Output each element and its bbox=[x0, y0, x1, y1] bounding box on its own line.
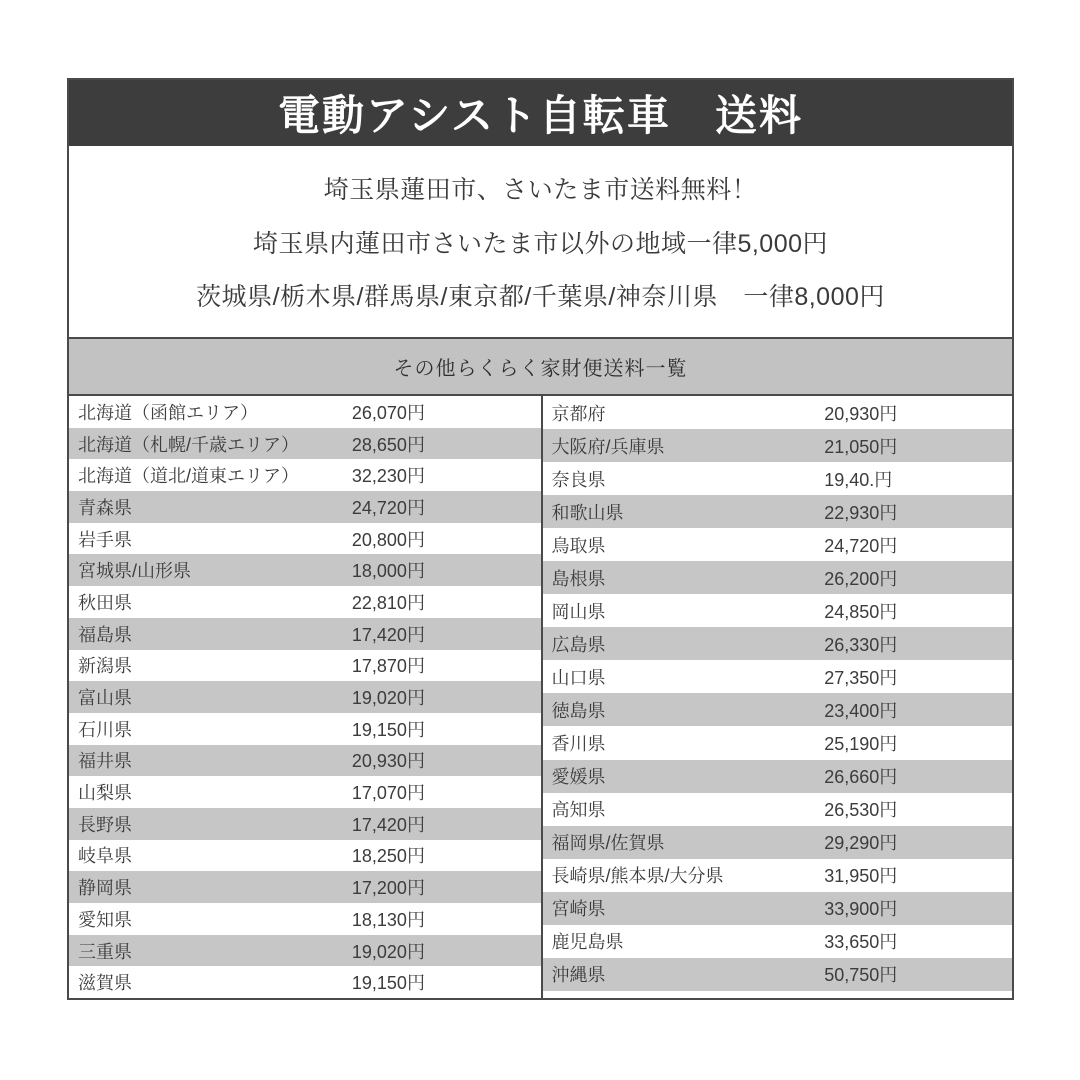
section-header-label: その他らくらく家財便送料一覧 bbox=[393, 358, 688, 380]
region-price: 25,190円 bbox=[824, 733, 898, 754]
region-price: 19,40.円 bbox=[824, 469, 893, 490]
region-price: 24,850円 bbox=[824, 601, 898, 622]
region-name: 広島県 bbox=[551, 634, 606, 655]
table-row bbox=[69, 713, 541, 745]
table-row bbox=[69, 554, 541, 586]
region-price: 20,930円 bbox=[824, 403, 898, 424]
table-row bbox=[543, 462, 1013, 495]
table-row bbox=[69, 586, 541, 618]
region-name: 新潟県 bbox=[78, 656, 132, 677]
table-row bbox=[69, 681, 541, 713]
region-name: 鳥取県 bbox=[551, 535, 606, 556]
table-row bbox=[69, 745, 541, 777]
region-price: 18,250円 bbox=[351, 846, 425, 867]
section-header bbox=[69, 337, 1012, 396]
region-price: 33,650円 bbox=[824, 932, 898, 953]
region-price: 22,930円 bbox=[824, 502, 898, 523]
region-price: 21,050円 bbox=[824, 436, 898, 457]
region-price: 31,950円 bbox=[824, 866, 898, 887]
region-price: 17,420円 bbox=[351, 814, 425, 835]
table-row bbox=[543, 561, 1013, 594]
region-price: 29,290円 bbox=[824, 833, 898, 854]
table-row bbox=[543, 726, 1013, 759]
table-row bbox=[543, 396, 1013, 429]
table-row bbox=[69, 618, 541, 650]
region-name: 香川県 bbox=[551, 733, 606, 754]
table-row bbox=[543, 660, 1013, 693]
region-name: 福島県 bbox=[78, 624, 132, 645]
region-name: 高知県 bbox=[551, 800, 606, 821]
region-name: 奈良県 bbox=[551, 469, 606, 490]
table-row bbox=[543, 693, 1013, 726]
region-name: 山口県 bbox=[551, 667, 606, 688]
region-price: 18,130円 bbox=[351, 909, 425, 930]
region-price: 28,650円 bbox=[351, 434, 425, 455]
region-name: 三重県 bbox=[78, 941, 132, 962]
table-row bbox=[69, 491, 541, 523]
page-title-bar bbox=[69, 80, 1012, 146]
region-name: 福井県 bbox=[78, 751, 132, 772]
table-row bbox=[543, 429, 1013, 462]
table-row bbox=[69, 871, 541, 903]
fee-table-right-column bbox=[541, 396, 1013, 998]
region-price: 27,350円 bbox=[824, 667, 898, 688]
region-price: 17,070円 bbox=[351, 783, 425, 804]
region-name: 長野県 bbox=[78, 814, 132, 835]
region-name: 岩手県 bbox=[78, 529, 132, 550]
region-price: 19,150円 bbox=[351, 973, 425, 994]
region-name: 沖縄県 bbox=[551, 965, 606, 986]
region-name: 滋賀県 bbox=[78, 973, 132, 994]
region-name: 鹿児島県 bbox=[551, 932, 624, 953]
table-row bbox=[543, 594, 1013, 627]
region-name: 富山県 bbox=[78, 688, 132, 709]
notice-section bbox=[69, 146, 1012, 337]
region-price: 19,020円 bbox=[351, 688, 425, 709]
region-name: 和歌山県 bbox=[551, 502, 624, 523]
region-name: 福岡県/佐賀県 bbox=[551, 833, 665, 854]
region-price: 20,930円 bbox=[351, 751, 425, 772]
region-price: 23,400円 bbox=[824, 700, 898, 721]
fee-table-left-column bbox=[69, 396, 541, 998]
region-name: 愛知県 bbox=[78, 909, 132, 930]
region-price: 26,660円 bbox=[824, 767, 898, 788]
table-row bbox=[69, 966, 541, 998]
region-price: 26,200円 bbox=[824, 568, 898, 589]
region-name: 愛媛県 bbox=[551, 767, 606, 788]
region-name: 宮崎県 bbox=[551, 899, 606, 920]
region-price: 17,420円 bbox=[351, 624, 425, 645]
table-row bbox=[543, 859, 1013, 892]
region-name: 岐阜県 bbox=[78, 846, 132, 867]
region-price: 32,230円 bbox=[351, 466, 425, 487]
region-name: 北海道（札幌/千歳エリア） bbox=[78, 434, 299, 455]
table-row bbox=[69, 840, 541, 872]
table-row bbox=[69, 459, 541, 491]
region-name: 長崎県/熊本県/大分県 bbox=[551, 866, 724, 887]
table-row bbox=[543, 892, 1013, 925]
table-row bbox=[69, 935, 541, 967]
fee-table bbox=[69, 396, 1012, 998]
region-name: 山梨県 bbox=[78, 783, 132, 804]
region-price: 26,530円 bbox=[824, 800, 898, 821]
table-row bbox=[543, 991, 1013, 998]
region-price: 24,720円 bbox=[824, 535, 898, 556]
region-name: 島根県 bbox=[551, 568, 606, 589]
region-price: 19,150円 bbox=[351, 719, 425, 740]
table-row bbox=[69, 428, 541, 460]
table-row bbox=[543, 627, 1013, 660]
region-name: 岡山県 bbox=[551, 601, 606, 622]
table-row bbox=[543, 826, 1013, 859]
region-name: 北海道（函館エリア） bbox=[78, 402, 258, 423]
notice-saitama-flat-rate: 埼玉県内蓮田市さいたま市以外の地域一律5,000円 bbox=[252, 229, 829, 258]
region-name: 石川県 bbox=[78, 719, 132, 740]
region-price: 17,200円 bbox=[351, 878, 425, 899]
region-price: 50,750円 bbox=[824, 965, 898, 986]
table-row bbox=[543, 793, 1013, 826]
region-name: 静岡県 bbox=[78, 878, 132, 899]
region-name: 徳島県 bbox=[551, 700, 606, 721]
region-price: 18,000円 bbox=[351, 561, 425, 582]
region-name: 宮城県/山形県 bbox=[78, 561, 192, 582]
region-price: 20,800円 bbox=[351, 529, 425, 550]
table-row bbox=[543, 528, 1013, 561]
notice-kanto-flat-rate: 茨城県/栃木県/群馬県/東京都/千葉県/神奈川県 一律8,000円 bbox=[196, 283, 885, 312]
region-price: 22,810円 bbox=[351, 592, 425, 613]
table-row bbox=[69, 396, 541, 428]
region-price: 26,330円 bbox=[824, 634, 898, 655]
region-price: 33,900円 bbox=[824, 899, 898, 920]
table-row bbox=[69, 523, 541, 555]
region-price: 26,070円 bbox=[351, 402, 425, 423]
region-price: 17,870円 bbox=[351, 656, 425, 677]
table-row bbox=[69, 903, 541, 935]
page-title: 電動アシスト自転車 送料 bbox=[277, 92, 804, 139]
region-name: 大阪府/兵庫県 bbox=[551, 436, 665, 457]
region-name: 京都府 bbox=[551, 403, 606, 424]
region-price: 24,720円 bbox=[351, 497, 425, 518]
table-row bbox=[543, 925, 1013, 958]
region-name: 秋田県 bbox=[78, 592, 132, 613]
table-row bbox=[69, 776, 541, 808]
table-row bbox=[543, 495, 1013, 528]
table-row bbox=[69, 808, 541, 840]
region-price: 19,020円 bbox=[351, 941, 425, 962]
region-name: 青森県 bbox=[78, 497, 132, 518]
notice-free-shipping: 埼玉県蓮田市、さいたま市送料無料！ bbox=[323, 175, 758, 204]
table-row bbox=[543, 958, 1013, 991]
region-name: 北海道（道北/道東エリア） bbox=[78, 466, 299, 487]
shipping-fee-sheet bbox=[67, 78, 1014, 1000]
table-row bbox=[543, 760, 1013, 793]
table-row bbox=[69, 650, 541, 682]
